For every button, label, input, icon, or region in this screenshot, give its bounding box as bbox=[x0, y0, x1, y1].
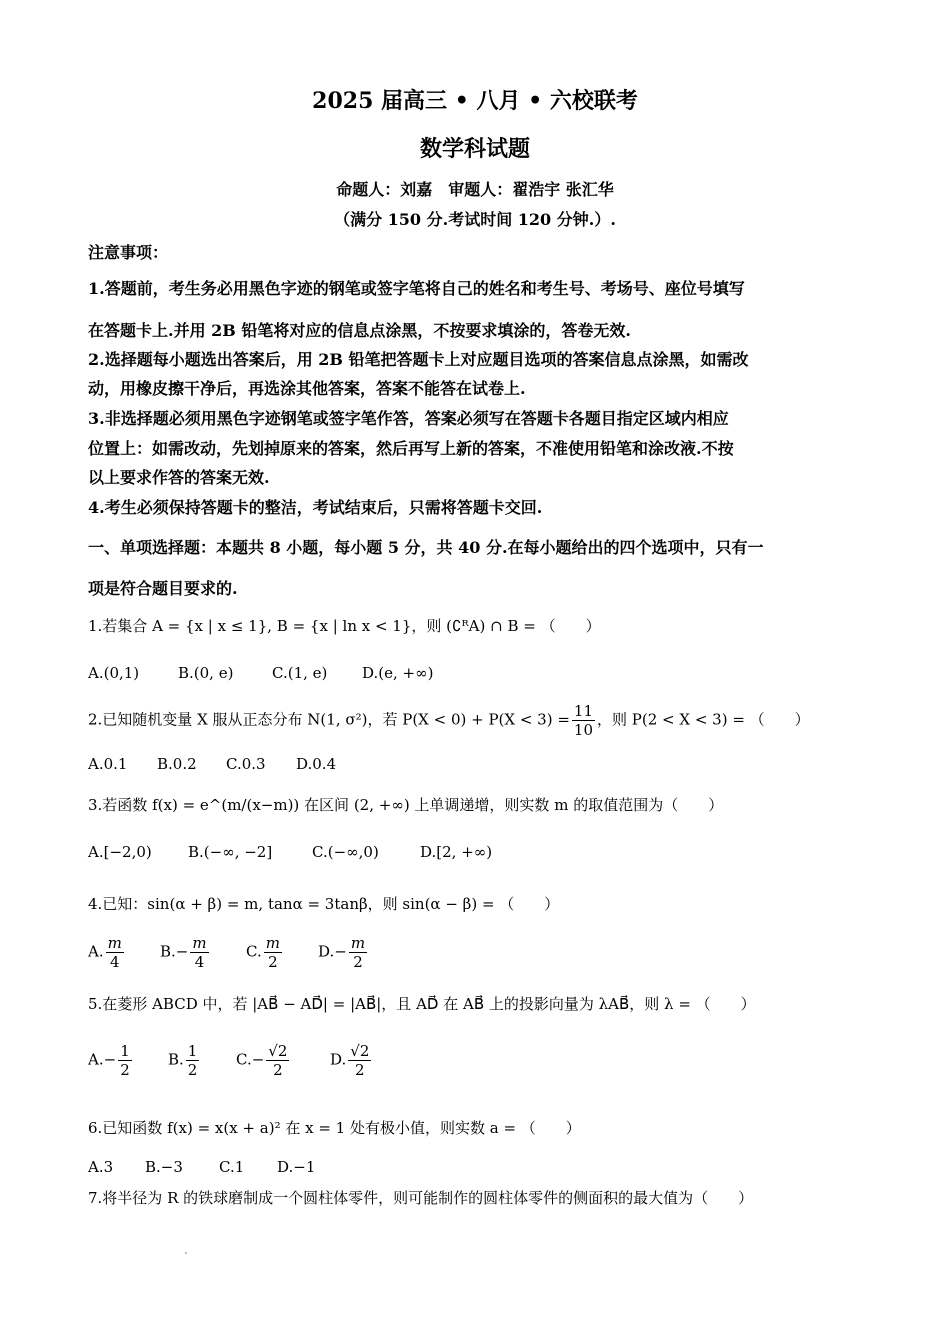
q4-option-b: B.− $\frac{m}{4}$ bbox=[160, 934, 207, 971]
question-5-stem: 5.在菱形 ABCD 中，若 |AB⃗ − AD⃗| = |AB⃗|，且 AD⃗ 在 AB⃗ 上的投影向量为 λAB⃗，则 λ = （ ） bbox=[88, 995, 756, 1013]
q6-option-b: B.−3 bbox=[145, 1158, 183, 1176]
q5-option-c: C.− $\frac{√2}{2}$ bbox=[236, 1042, 288, 1079]
note-line-8: 4.考生必须保持答题卡的整洁，考试结束后，只需将答题卡交回. bbox=[88, 498, 543, 517]
q4-option-d: D.− $\frac{m}{2}$ bbox=[318, 934, 366, 971]
q2-option-d: D.0.4 bbox=[296, 755, 337, 773]
q2-fraction bbox=[572, 702, 595, 739]
q5-option-d: D. $\frac{√2}{2}$ bbox=[330, 1042, 370, 1079]
exam-title: 2025 届高三 • 八月 • 六校联考 bbox=[312, 88, 638, 114]
stray-dot bbox=[185, 1252, 187, 1254]
q1-option-d: D.(e, +∞) bbox=[362, 664, 434, 682]
question-4-stem: 4.已知：sin(α + β) = m, tanα = 3tanβ，则 sin(α − β) = （ ） bbox=[88, 895, 560, 913]
note-line-5: 3.非选择题必须用黑色字迹钢笔或签字笔作答，答案必须写在答题卡各题目指定区域内相应 bbox=[88, 409, 729, 428]
note-line-1: 1.答题前，考生务必用黑色字迹的钢笔或签字笔将自己的姓名和考生号、考场号、座位号填写 bbox=[88, 279, 745, 298]
note-line-2: 在答题卡上.并用 2B 铅笔将对应的信息点涂黑，不按要求填涂的，答卷无效. bbox=[88, 321, 631, 340]
q2-option-c: C.0.3 bbox=[226, 755, 266, 773]
q2-option-a: A.0.1 bbox=[88, 755, 128, 773]
note-line-4: 动，用橡皮擦干净后，再选涂其他答案，答案不能答在试卷上. bbox=[88, 379, 526, 398]
q6-option-c: C.1 bbox=[219, 1158, 245, 1176]
q1-option-b: B.(0, e) bbox=[178, 664, 234, 682]
subject-title: 数学科试题 bbox=[419, 136, 530, 162]
q2-stem-after: ，则 P(2 < X < 3) = （ ） bbox=[597, 710, 810, 729]
q4-option-a: A. $\frac{m}{4}$ bbox=[88, 934, 122, 971]
question-2-options bbox=[88, 755, 336, 773]
question-2-stem bbox=[88, 702, 810, 739]
question-6-options bbox=[88, 1158, 315, 1176]
note-line-3: 2.选择题每小题选出答案后，用 2B 铅笔把答题卡上对应题目选项的答案信息点涂黑，如需改 bbox=[88, 350, 749, 369]
q3-option-a: A.[−2,0) bbox=[88, 843, 152, 861]
authors-line: 命题人：刘嘉 审题人：翟浩宇 张汇华 bbox=[336, 180, 614, 199]
question-6-stem: 6.已知函数 f(x) = x(x + a)² 在 x = 1 处有极小值，则实数 a = （ ） bbox=[88, 1119, 581, 1137]
notes-heading: 注意事项： bbox=[88, 243, 169, 262]
q3-option-b: B.(−∞, −2] bbox=[188, 843, 273, 861]
q3-option-d: D.[2, +∞) bbox=[420, 843, 493, 861]
question-4-options bbox=[88, 934, 369, 971]
question-1-options bbox=[88, 664, 433, 682]
q2-fraction-numerator: 11 bbox=[573, 702, 594, 720]
question-3-options bbox=[88, 843, 492, 861]
note-line-6: 位置上：如需改动，先划掉原来的答案，然后再写上新的答案，不准使用铅笔和涂改液.不按 bbox=[88, 439, 734, 458]
q5-option-b: B. $\frac{1}{2}$ bbox=[168, 1042, 198, 1079]
q2-option-b: B.0.2 bbox=[157, 755, 197, 773]
section-heading-line-2: 项是符合题目要求的. bbox=[88, 579, 238, 598]
q2-stem-before: 2.已知随机变量 X 服从正态分布 N(1, σ²)，若 P(X < 0) + P(X < 3) = bbox=[88, 710, 570, 729]
q4-option-c: C. $\frac{m}{2}$ bbox=[246, 934, 280, 971]
q2-fraction-denominator: 10 bbox=[573, 721, 594, 739]
q1-option-c: C.(1, e) bbox=[272, 664, 328, 682]
note-line-7: 以上要求作答的答案无效. bbox=[88, 468, 270, 487]
question-7-stem: 7.将半径为 R 的铁球磨制成一个圆柱体零件，则可能制作的圆柱体零件的侧面积的最大值为（ ） bbox=[88, 1189, 754, 1207]
q6-option-a: A.3 bbox=[88, 1158, 114, 1176]
score-info: （满分 150 分.考试时间 120 分钟.）. bbox=[334, 210, 616, 229]
q1-option-a: A.(0,1) bbox=[88, 664, 140, 682]
question-1-stem: 1.若集合 A = {x | x ≤ 1}, B = {x | ln x < 1}，则 (∁ᴿA) ∩ B = （ ） bbox=[88, 617, 601, 635]
question-5-options bbox=[88, 1042, 373, 1079]
question-3-stem: 3.若函数 f(x) = e^(m/(x−m)) 在区间 (2, +∞) 上单调递增，则实数 m 的取值范围为（ ） bbox=[88, 796, 724, 814]
q5-option-a: A.− $\frac{1}{2}$ bbox=[88, 1042, 130, 1079]
section-heading-line-1: 一、单项选择题：本题共 8 小题，每小题 5 分，共 40 分.在每小题给出的四个选项中，只有一 bbox=[88, 538, 764, 557]
q3-option-c: C.(−∞,0) bbox=[312, 843, 379, 861]
q6-option-d: D.−1 bbox=[277, 1158, 316, 1176]
